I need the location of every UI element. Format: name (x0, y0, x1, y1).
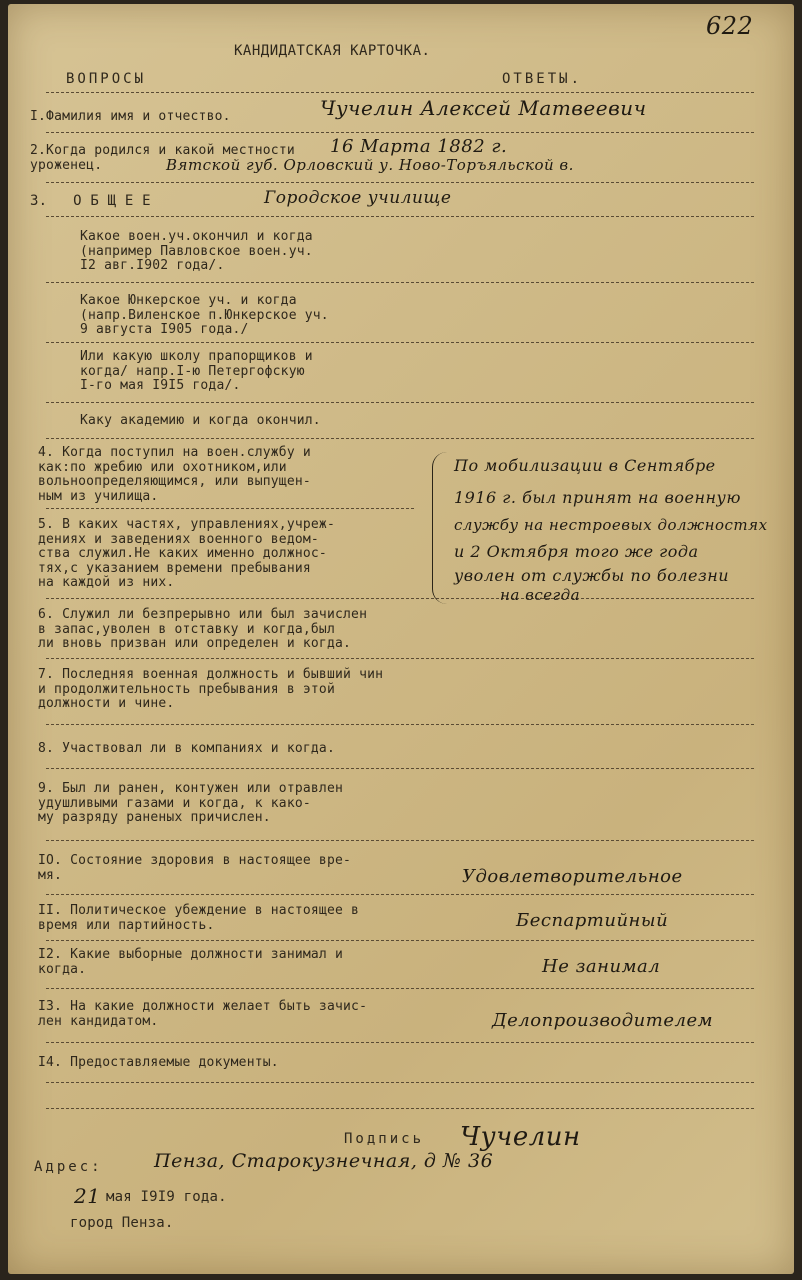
answer-bracket (432, 452, 447, 604)
questions-header: ВОПРОСЫ (66, 71, 147, 87)
divider (46, 92, 754, 93)
answer-11: Беспартийный (516, 910, 669, 931)
answer-2-place: Вятской губ. Орловский у. Ново-Торъяльской в. (166, 156, 574, 174)
question-9: 9. Был ли ранен, контужен или отравлен удушливыми газами и когда, к како- му разряду раненых причислен. (38, 781, 344, 825)
divider (46, 1082, 754, 1083)
question-3a: Какое воен.уч.окончил и когда (например Павловское воен.уч. I2 авг.I902 года/. (80, 229, 313, 273)
divider (46, 282, 754, 283)
question-12: I2. Какие выборные должности занимал и когда. (38, 947, 344, 977)
question-10: IO. Состояние здоровия в настоящее вре- мя. (38, 853, 352, 883)
question-3: 3. О Б Щ Е Е (30, 193, 151, 209)
signature: Чучелин (460, 1122, 581, 1152)
answer-4-5-line-1: По мобилизации в Сентябре (454, 456, 716, 475)
answers-header: ОТВЕТЫ. (502, 71, 583, 87)
question-3d: Каку академию и когда окончил. (80, 413, 321, 428)
question-11: II. Политическое убеждение в настоящее в время или партийность. (38, 903, 360, 933)
divider (46, 988, 754, 989)
question-2: 2.Когда родился и какой местности уроженец. (30, 143, 295, 173)
city: город Пенза. (70, 1215, 174, 1231)
archive-number: 622 (706, 12, 754, 40)
question-8: 8. Участвовал ли в компаниях и когда. (38, 741, 335, 756)
address: Пенза, Старокузнечная, д № 36 (154, 1150, 494, 1172)
divider (46, 438, 754, 439)
divider (46, 402, 754, 403)
answer-1: Чучелин Алексей Матвеевич (320, 96, 647, 120)
divider (46, 132, 754, 133)
signature-label: Подпись (344, 1131, 425, 1147)
divider (46, 658, 754, 659)
divider (46, 724, 754, 725)
answer-3: Городское училище (264, 188, 452, 208)
answer-2-date: 16 Марта 1882 г. (330, 136, 508, 157)
document-title: КАНДИДАТСКАЯ КАРТОЧКА. (234, 43, 431, 59)
question-14: I4. Предоставляемые документы. (38, 1055, 279, 1070)
answer-10: Удовлетворительное (462, 866, 683, 887)
divider (46, 1042, 754, 1043)
divider (46, 598, 754, 599)
answer-4-5-line-5: уволен от службы по болезни (454, 566, 730, 585)
question-4: 4. Когда поступил на воен.службу и как:по жребию или охотником,или вольноопределяющимся, или выпущен- ным из училища. (38, 445, 311, 504)
divider (46, 342, 754, 343)
question-5: 5. В каких частях, управлениях,учреж- дениях и заведениях военного ведом- ства служил.Не каких именно должнос- тях,с указанием времени пребывания на каждой из них. (38, 517, 335, 590)
question-7: 7. Последняя военная должность и бывший чин и продолжительность пребывания в этой должности и чине. (38, 667, 384, 711)
answer-4-5-line-6: на всегда (500, 586, 581, 604)
answer-4-5-line-4: и 2 Октября того же года (454, 542, 699, 561)
document-page (8, 4, 794, 1274)
divider (46, 508, 414, 509)
answer-13: Делопроизводителем (492, 1010, 714, 1031)
divider (46, 940, 754, 941)
date-rest: мая I9I9 года. (106, 1189, 227, 1205)
answer-4-5-line-3: службу на нестроевых должностях (454, 516, 768, 534)
divider (46, 182, 754, 183)
address-label: Адрес: (34, 1159, 103, 1175)
divider (46, 1108, 754, 1109)
question-6: 6. Служил ли безпрерывно или был зачислен в запас,уволен в отставку и когда,был ли вновь призван или определен и когда. (38, 607, 368, 651)
answer-4-5-line-2: 1916 г. был принят на военную (454, 488, 741, 507)
question-3b: Какое Юнкерское уч. и когда (напр.Виленское п.Юнкерское уч. 9 августа I905 года./ (80, 293, 329, 337)
answer-12: Не занимал (542, 956, 661, 977)
question-13: I3. На какие должности желает быть зачис- лен кандидатом. (38, 999, 368, 1029)
question-1: I.Фамилия имя и отчество. (30, 109, 231, 124)
divider (46, 894, 754, 895)
date-day: 21 (74, 1184, 101, 1208)
divider (46, 216, 754, 217)
divider (46, 840, 754, 841)
question-3c: Или какую школу прапорщиков и когда/ напр.I-ю Петергофскую I-го мая I9I5 года/. (80, 349, 313, 393)
divider (46, 768, 754, 769)
